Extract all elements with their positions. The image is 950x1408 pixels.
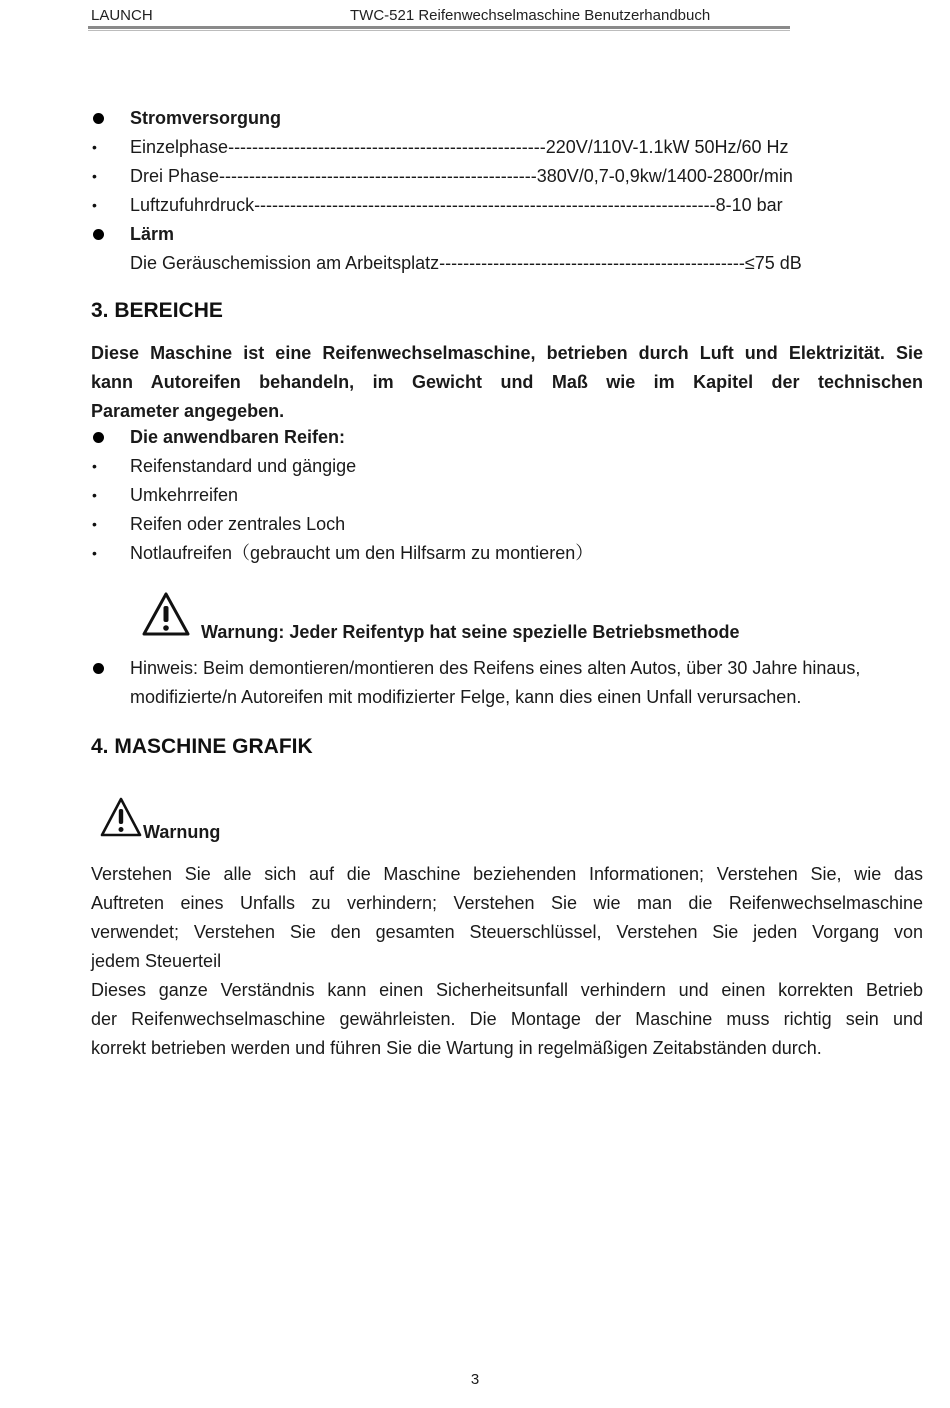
bullet-square: • [92, 458, 97, 474]
section-4-paragraph-line: der Reifenwechselmaschine gewährleisten. Die Montage der Maschine muss richtig sein und [91, 1009, 923, 1029]
bullet-square: • [92, 197, 97, 213]
warning-triangle-icon [141, 591, 191, 637]
header-brand: LAUNCH [91, 7, 153, 24]
bullet-square: • [92, 545, 97, 561]
section-4-paragraph-line: Auftreten eines Unfalls zu verhindern; Verstehen Sie wie man die Reifenwechselmaschine [91, 893, 923, 913]
bullet-dot [93, 229, 104, 240]
noise-line: Die Geräuschemission am Arbeitsplatz---------------------------------------------------≤75 dB [130, 253, 802, 273]
bullet-dot [93, 432, 104, 443]
bullet-square: • [92, 139, 97, 155]
page-number: 3 [470, 1371, 480, 1388]
section-4-paragraph-line: verwendet; Verstehen Sie den gesamten Steuerschlüssel, Verstehen Sie jeden Vorgang von [91, 922, 923, 942]
section-4-paragraph-line: Dieses ganze Verständnis kann einen Sicherheitsunfall verhindern und einen korrekten Betrieb [91, 980, 923, 1000]
section-4-paragraph-line: korrekt betrieben werden und führen Sie die Wartung in regelmäßigen Zeitabständen durch. [91, 1038, 822, 1058]
header-rule [88, 26, 790, 29]
bullet-dot [93, 663, 104, 674]
bullet-square: • [92, 168, 97, 184]
tire-item: Umkehrreifen [130, 485, 239, 505]
bullet-square: • [92, 516, 97, 532]
power-item-air-pressure: Luftzufuhrdruck-----------------------------------------------------------------------------8-10 bar [130, 195, 783, 215]
section-3-intro-line: Parameter angegeben. [91, 401, 285, 421]
tire-type-warning: Warnung: Jeder Reifentyp hat seine spezielle Betriebsmethode [201, 622, 740, 642]
warning-triangle-icon [99, 796, 143, 838]
bullet-dot [93, 113, 104, 124]
section-4-paragraph-line: jedem Steuerteil [91, 951, 222, 971]
note-line: Hinweis: Beim demontieren/montieren des Reifens eines alten Autos, über 30 Jahre hinaus, [130, 658, 861, 678]
power-item-three-phase: Drei Phase-----------------------------------------------------380V/0,7-0,9kw/1400-2800r/min [130, 166, 793, 186]
tire-item: Reifen oder zentrales Loch [130, 514, 346, 534]
power-item-single-phase: Einzelphase-----------------------------------------------------220V/110V-1.1kW 50Hz/60 Hz [130, 137, 789, 157]
tires-heading: Die anwendbaren Reifen: [130, 427, 346, 447]
noise-heading: Lärm [130, 224, 175, 244]
header-title: TWC-521 Reifenwechselmaschine Benutzerhandbuch [350, 7, 711, 24]
section-4-paragraph-line: Verstehen Sie alle sich auf die Maschine beziehenden Informationen; Verstehen Sie, wie das [91, 864, 923, 884]
section-3-intro-line: kann Autoreifen behandeln, im Gewicht und Maß wie im Kapitel der technischen [91, 372, 923, 392]
section-4-warning-label: Warnung [143, 822, 221, 842]
bullet-square: • [92, 487, 97, 503]
section-4-heading: 4. MASCHINE GRAFIK [91, 735, 313, 758]
tire-item: Notlaufreifen（gebraucht um den Hilfsarm zu montieren） [130, 543, 594, 563]
tire-item: Reifenstandard und gängige [130, 456, 357, 476]
section-3-intro-line: Diese Maschine ist eine Reifenwechselmaschine, betrieben durch Luft und Elektrizität. Sie [91, 343, 923, 363]
power-heading: Stromversorgung [130, 108, 282, 128]
note-line: modifizierte/n Autoreifen mit modifizierter Felge, kann dies einen Unfall verursachen. [130, 687, 802, 707]
header-rule-thin [88, 30, 790, 31]
section-3-heading: 3. BEREICHE [91, 299, 223, 322]
